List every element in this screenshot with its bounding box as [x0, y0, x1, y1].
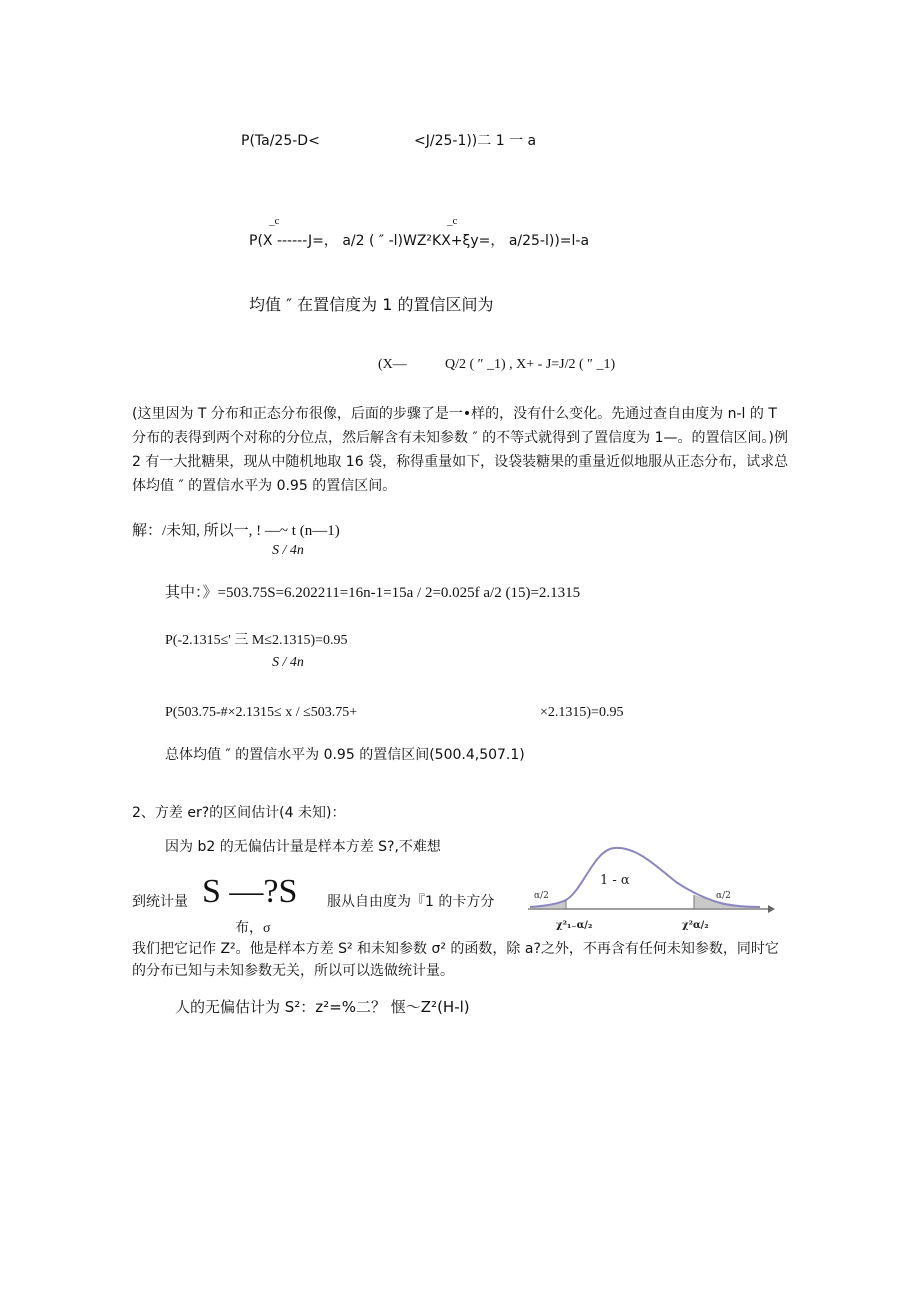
because-line: 因为 b2 的无偏估计量是样本方差 S?,不难想: [165, 839, 441, 855]
interval-right: Q/2 ( ″ _1) , X+ - J=J/2 ( ″ _1): [445, 357, 616, 372]
explanation-paragraph: (这里因为 T 分布和正态分布很像，后面的步骤了是一•样的，没有什么变化。先通过查自由度为 n-l 的 T 分布的表得到两个对称的分位点，然后解含有未知参数 ″ 的不等式就得到了置信度为 1—。的置信区间。)例 2 有一大批糖果，现从中随机地取 16 袋，称得重量如下，设袋装糖果的重量近似地服从正态分布，试求总体均值 ″ 的置信水平为 0.95 的置信区间。: [132, 406, 789, 494]
statistic-formula: S —?S: [202, 873, 298, 910]
equation-2-c2: _c: [447, 215, 458, 227]
confidence-interval-heading: 均值 ″ 在置信度为 1 的置信区间为: [249, 295, 494, 314]
left-tail-label: α/2: [534, 891, 549, 901]
left-quantile-label: χ²₁₋α/₂: [556, 920, 593, 931]
right-tail-label: α/2: [716, 891, 731, 901]
interval-left: (X—: [378, 357, 407, 372]
statistic-paragraph: 我们把它记作 Z²。他是样本方差 S² 和未知参数 σ² 的函数，除 a?之外，不再含有任何未知参数，同时它的分布已知与未知参数无关，所以可以选做统计量。: [132, 941, 779, 979]
probability-line-2-right: ×2.1315)=0.95: [540, 705, 624, 720]
equation-1-left: P(Ta/25-D<: [241, 133, 320, 149]
x-axis-arrow: [768, 905, 775, 913]
equation-2: P(X ------J=， a/2 ( ″ -l)WZ²KX+ξy=， a/25-l))=l-a: [249, 233, 590, 249]
equation-2-c1: _c: [269, 215, 280, 227]
solution-denominator: S / 4n: [272, 543, 304, 558]
chi-square-chart: [528, 840, 776, 938]
probability-line-1-denominator: S / 4n: [272, 655, 304, 670]
probability-line-1: P(-2.1315≤' 三 M≤2.1315)=0.95: [165, 633, 348, 648]
statistic-prefix: 到统计量: [132, 894, 188, 910]
equation-1-right: <J/25-1))二 1 一 a: [414, 133, 537, 149]
solution-line: 解：/未知, 所以一, ! —~ t (n—1): [132, 523, 340, 539]
statistic-suffix: 服从自由度为『1 的卡方分: [327, 894, 495, 910]
statistic-under: 布，σ: [235, 921, 271, 936]
section-2-heading: 2、方差 er?的区间估计(4 未知)：: [132, 805, 346, 821]
result-line: 总体均值 ″ 的置信水平为 0.95 的置信区间(500.4,507.1): [165, 747, 525, 763]
right-quantile-label: χ²α/₂: [682, 920, 709, 931]
probability-line-2-left: P(503.75-#×2.1315≤ x / ≤503.75+: [165, 705, 358, 720]
center-label: 1 - α: [600, 873, 630, 888]
last-line: 人的无偏估计为 S²：z²=%二？ 惬～Z²(H-l): [175, 998, 470, 1016]
given-values: 其中：》=503.75S=6.202211=16n-1=15a / 2=0.025f a/2 (15)=2.1315: [165, 585, 581, 601]
